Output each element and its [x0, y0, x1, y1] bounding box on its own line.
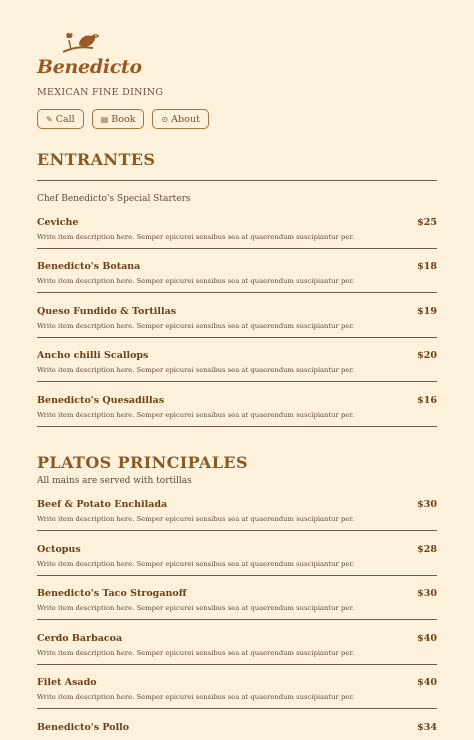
- menu-item[interactable]: [37, 544, 437, 588]
- item-name: Queso Fundido & Tortillas: [37, 306, 177, 317]
- call-label: Call: [55, 113, 75, 125]
- item-description: Write item description here. Semper epicurei sensibus sea at quaerendum suscipiantur per.: [37, 277, 354, 285]
- section-title-principales: PLATOS PRINCIPALES: [37, 453, 248, 472]
- item-name: Beef & Potato Enchilada: [37, 499, 168, 510]
- item-name: Ceviche: [37, 217, 79, 228]
- book-button[interactable]: [92, 109, 145, 129]
- brand-name: Benedicto: [37, 56, 142, 78]
- menu-item[interactable]: [37, 395, 437, 439]
- menu-item[interactable]: [37, 499, 437, 543]
- menu-item[interactable]: [37, 306, 437, 350]
- item-divider: [37, 664, 437, 665]
- item-divider: [37, 337, 437, 338]
- section-divider: [37, 180, 437, 181]
- item-description: Write item description here. Semper epicurei sensibus sea at quaerendum suscipiantur per.: [37, 411, 354, 419]
- item-description: Write item description here. Semper epicurei sensibus sea at quaerendum suscipiantur per.: [37, 604, 354, 612]
- item-name: Benedicto's Botana: [37, 261, 141, 272]
- menu-item[interactable]: [37, 261, 437, 305]
- item-price: $28: [417, 544, 437, 555]
- item-price: $34: [417, 722, 437, 733]
- call-button[interactable]: [37, 109, 84, 129]
- action-buttons: [37, 109, 209, 129]
- calendar-icon: ▤: [100, 114, 109, 124]
- section-title-entrantes: ENTRANTES: [37, 150, 156, 169]
- bird-icon: [59, 28, 105, 56]
- item-description: Write item description here. Semper epicurei sensibus sea at quaerendum suscipiantur per.: [37, 560, 354, 568]
- item-description: Write item description here. Semper epicurei sensibus sea at quaerendum suscipiantur per.: [37, 233, 354, 241]
- item-divider: [37, 575, 437, 576]
- about-label: About: [171, 113, 200, 125]
- menu-item[interactable]: [37, 588, 437, 632]
- item-divider: [37, 530, 437, 531]
- item-divider: [37, 619, 437, 620]
- item-description: Write item description here. Semper epicurei sensibus sea at quaerendum suscipiantur per.: [37, 515, 354, 523]
- item-name: Benedicto's Taco Stroganoff: [37, 588, 187, 599]
- item-price: $19: [417, 306, 437, 317]
- menu-item[interactable]: [37, 217, 437, 261]
- menu-item[interactable]: [37, 633, 437, 677]
- item-description: Write item description here. Semper epicurei sensibus sea at quaerendum suscipiantur per.: [37, 649, 354, 657]
- brand-logo[interactable]: [37, 28, 142, 78]
- section-subtitle-principales: All mains are served with tortillas: [37, 476, 192, 486]
- item-divider: [37, 426, 437, 427]
- item-price: $16: [417, 395, 437, 406]
- item-name: Benedicto's Quesadillas: [37, 395, 165, 406]
- item-price: $25: [417, 217, 437, 228]
- phone-icon: ✎: [46, 114, 53, 124]
- menu-item[interactable]: [37, 722, 437, 740]
- item-price: $40: [417, 633, 437, 644]
- item-price: $18: [417, 261, 437, 272]
- brand-tagline: MEXICAN FINE DINING: [37, 87, 164, 98]
- menu-item[interactable]: [37, 350, 437, 394]
- item-price: $20: [417, 350, 437, 361]
- item-description: Write item description here. Semper epicurei sensibus sea at quaerendum suscipiantur per.: [37, 322, 354, 330]
- item-description: Write item description here. Semper epicurei sensibus sea at quaerendum suscipiantur per.: [37, 366, 354, 374]
- item-divider: [37, 292, 437, 293]
- about-button[interactable]: [152, 109, 208, 129]
- item-price: $30: [417, 588, 437, 599]
- item-price: $40: [417, 677, 437, 688]
- item-price: $30: [417, 499, 437, 510]
- item-divider: [37, 381, 437, 382]
- item-name: Ancho chilli Scallops: [37, 350, 149, 361]
- item-name: Cerdo Barbacoa: [37, 633, 123, 644]
- item-divider: [37, 708, 437, 709]
- item-description: Write item description here. Semper epicurei sensibus sea at quaerendum suscipiantur per.: [37, 693, 354, 701]
- section-subtitle-entrantes: Chef Benedicto's Special Starters: [37, 194, 191, 204]
- menu-item[interactable]: [37, 677, 437, 721]
- item-name: Benedicto's Pollo: [37, 722, 130, 733]
- item-name: Filet Asado: [37, 677, 97, 688]
- book-label: Book: [111, 113, 136, 125]
- item-divider: [37, 248, 437, 249]
- info-icon: ⊙: [161, 114, 169, 124]
- item-name: Octopus: [37, 544, 81, 555]
